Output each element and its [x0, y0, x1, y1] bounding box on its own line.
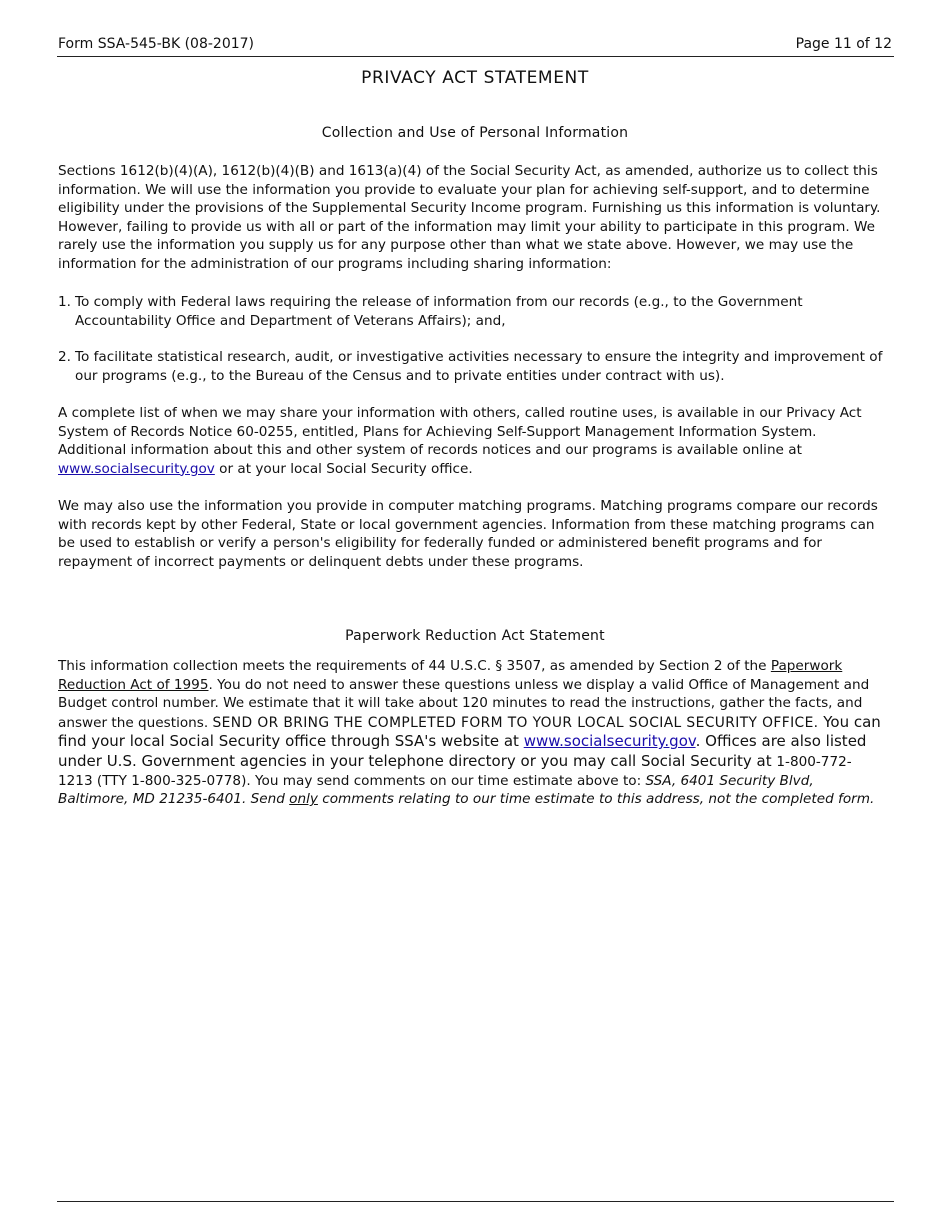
paperwork-text-4: . Offices are also listed under U.S. Government agencies in your telephone directory or you may call Social Security at: [58, 732, 867, 770]
paperwork-text-3: You can find your local Social Security office through SSA's website at: [58, 712, 881, 751]
page-number: Page 11 of 12: [795, 36, 892, 52]
paperwork-text-5: 1-800-772-1213 (TTY 1-800-325-0778). You may send comments on our time estimate above to:: [58, 753, 852, 789]
paperwork-text-1: This information collection meets the requirements of 44 U.S.C. § 3507, as amended by Section 2 of the: [58, 658, 771, 674]
privacy-act-title: PRIVACY ACT STATEMENT: [361, 68, 589, 88]
matching-programs-paragraph: [58, 497, 886, 571]
footer-divider: [57, 1201, 894, 1202]
paperwork-act-name: Paperwork Reduction Act of 1995: [58, 658, 843, 693]
list-item-text: To facilitate statistical research, audit, or investigative activities necessary to ensure the integrity and improvement of our programs (e.g., to the Bureau of the Census and to private entities under contract with us).: [75, 349, 883, 384]
routine-uses-paragraph: [58, 404, 886, 478]
page-header: [57, 36, 894, 57]
routine-uses-text: A complete list of when we may share your information with others, called routine uses, is available in our Privacy Act System of Records Notice 60-0255, entitled, Plans for Achieving Self-Support Management Information System. Additional information about this and other system of records notices and our programs is available online at: [58, 405, 862, 459]
paperwork-reduction-title: Paperwork Reduction Act Statement: [345, 628, 605, 644]
send-form-instruction: SEND OR BRING THE COMPLETED FORM TO YOUR LOCAL SOCIAL SECURITY OFFICE.: [212, 714, 819, 731]
paperwork-text-2: . You do not need to answer these questions unless we display a valid Office of Management and Budget control number. We estimate that it will take about 120 minutes to read the instructions, gather the facts, and answer the questions.: [58, 676, 870, 731]
list-item: [58, 293, 886, 330]
list-item-number: 1.: [58, 294, 71, 310]
socialsecurity-link[interactable]: www.socialsecurity.gov: [523, 732, 696, 751]
socialsecurity-link[interactable]: www.socialsecurity.gov: [58, 460, 215, 477]
list-item-number: 2.: [58, 349, 71, 365]
collection-subtitle: Collection and Use of Personal Information: [321, 125, 629, 141]
paperwork-paragraph: [58, 657, 886, 809]
mailing-address-tail: comments relating to our time estimate to this address, not the completed form.: [317, 791, 875, 808]
form-id: Form SSA-545-BK (08-2017): [58, 36, 254, 52]
list-item: [58, 348, 886, 385]
privacy-intro-text: Sections 1612(b)(4)(A), 1612(b)(4)(B) and 1613(a)(4) of the Social Security Act, as amended, authorize us to collect this information. We will use the information you provide to evaluate your plan for achieving self-support, and to determine eligibility under the provisions of the Supplemental Security Income program. Furnishing us this information is voluntary. However, failing to provide us with all or part of the information may limit your ability to participate in this program. We rarely use the information you supply us for any purpose other than what we state above. However, we may use the information for the administration of our programs including sharing information:: [58, 163, 881, 272]
list-item-text: To comply with Federal laws requiring the release of information from our records (e.g., to the Government Accountability Office and Department of Veterans Affairs); and,: [75, 294, 803, 329]
only-emphasis: only: [289, 791, 318, 808]
matching-programs-text: We may also use the information you provide in computer matching programs. Matching programs compare our records with records kept by other Federal, State or local government agencies. Information from these matching programs can be used to establish or verify a person's eligibility for federally funded or administered benefit programs and for repayment of incorrect payments or delinquent debts under these programs.: [58, 498, 878, 570]
routine-uses-tail: or at your local Social Security office.: [214, 460, 473, 477]
privacy-intro-paragraph: [58, 162, 886, 274]
mailing-address: SSA, 6401 Security Blvd, Baltimore, MD 21235-6401. Send: [58, 772, 814, 808]
